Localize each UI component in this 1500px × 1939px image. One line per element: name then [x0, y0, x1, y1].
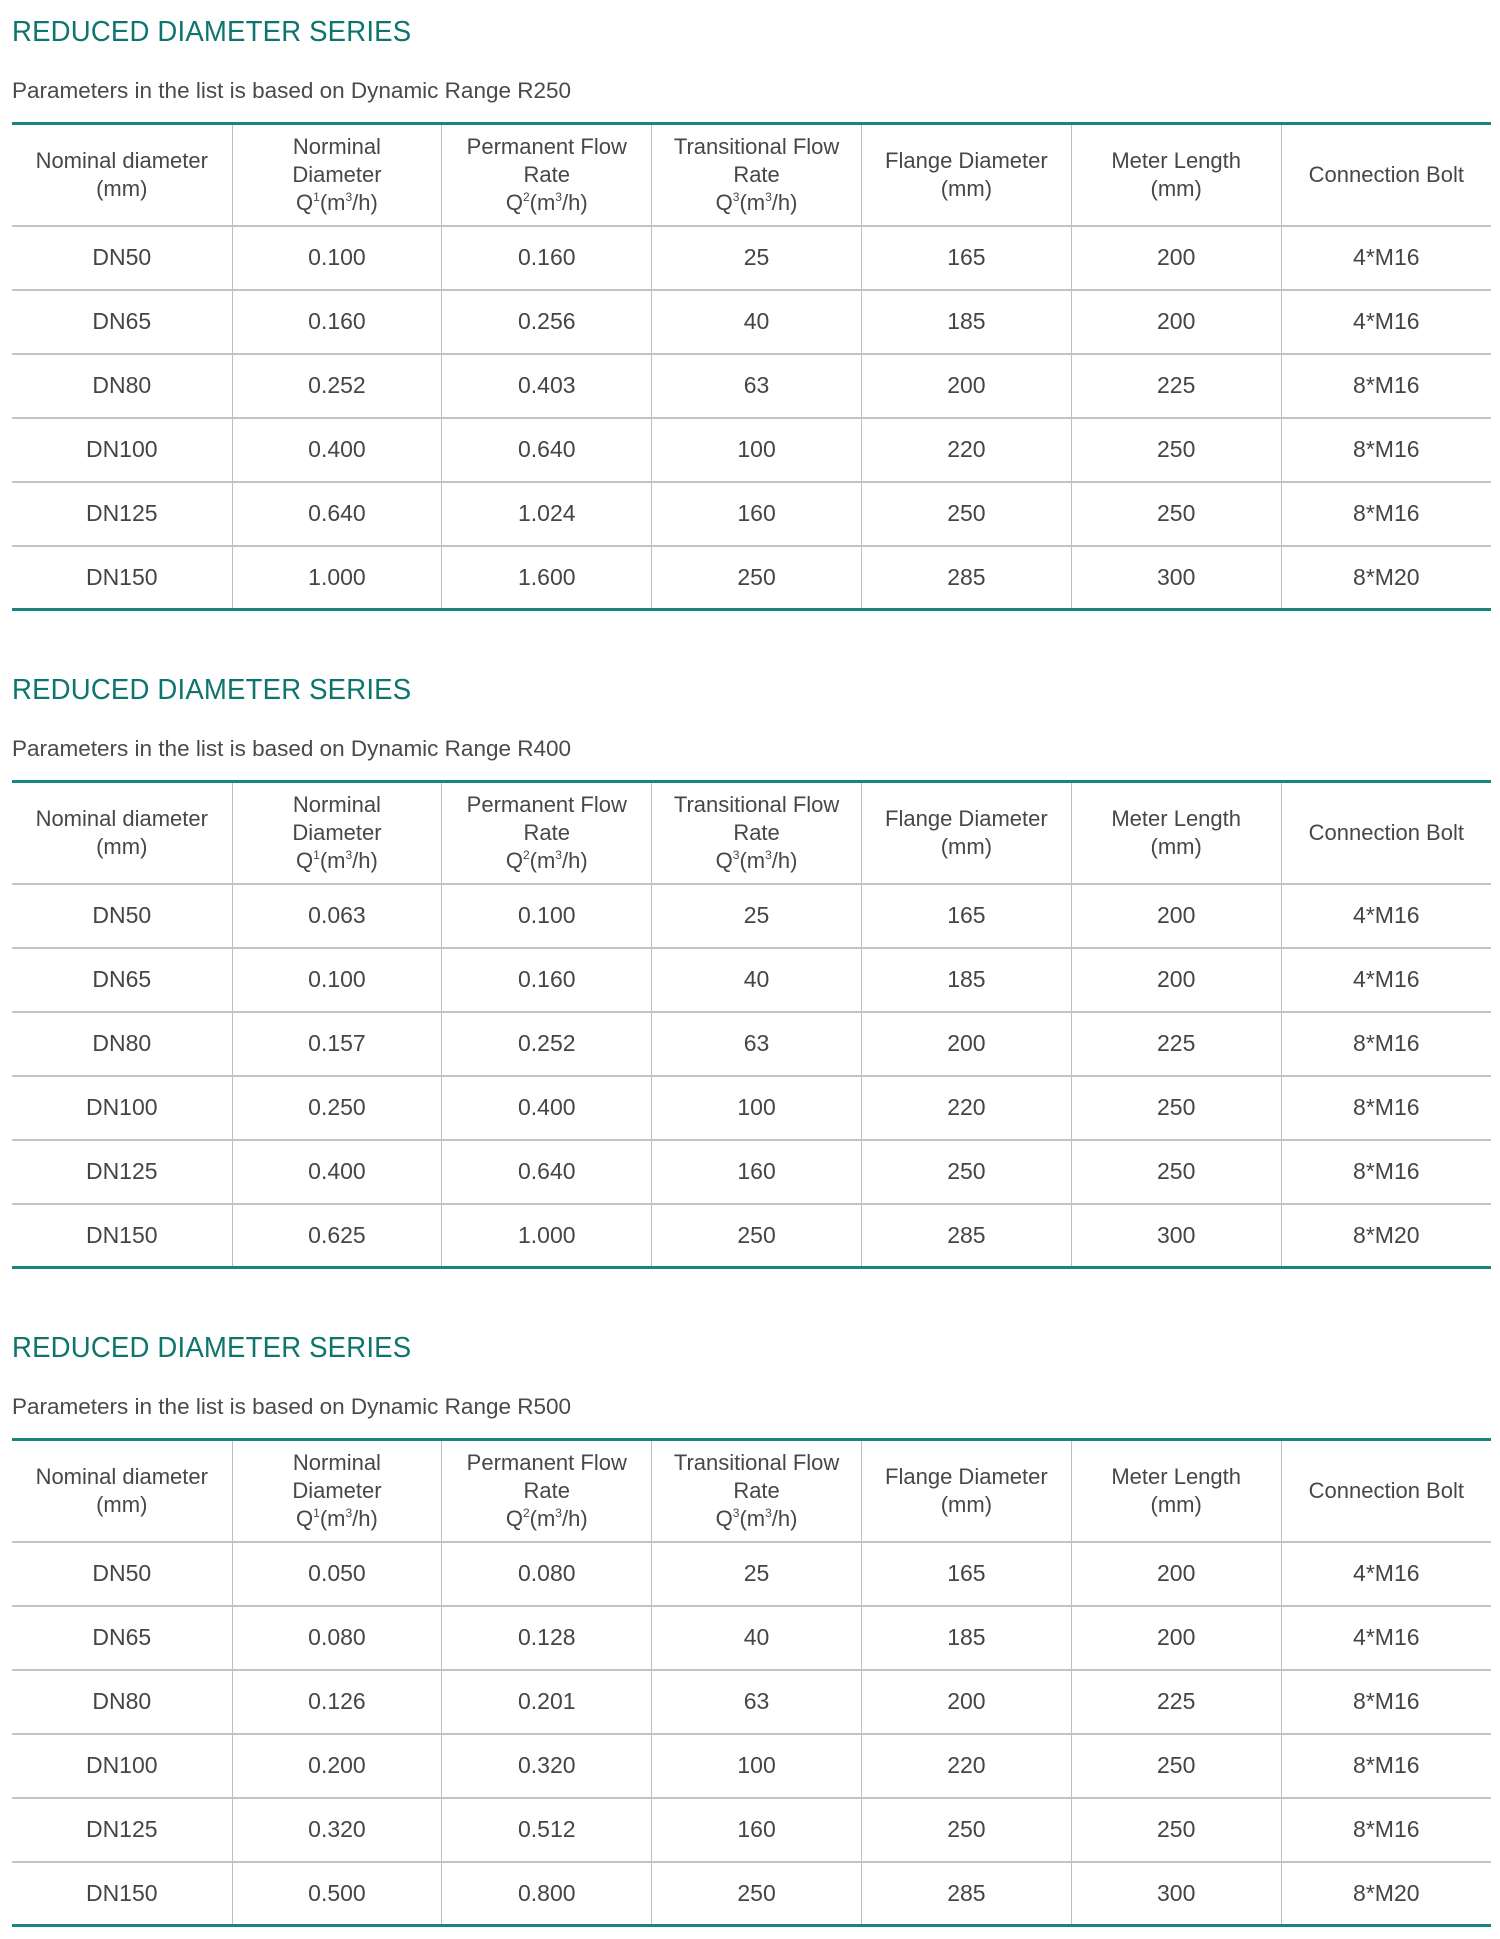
unit-part-q: Q — [296, 189, 314, 215]
col-connection-bolt-cell: 4*M16 — [1281, 948, 1491, 1012]
header-label-line: Rate — [733, 161, 780, 187]
col-flange-diameter-cell: 220 — [861, 418, 1071, 482]
table-row — [12, 546, 1491, 610]
col-meter-length-cell: 200 — [1071, 290, 1281, 354]
header-label-line: Transitional Flow — [673, 791, 840, 817]
col-meter-length-cell: 225 — [1071, 1012, 1281, 1076]
header-label-line: Connection Bolt — [1308, 819, 1464, 845]
header-label-line: Rate — [523, 1477, 570, 1503]
col-meter-length-header — [1071, 782, 1281, 884]
header-label-line: Diameter — [292, 819, 382, 845]
col-transitional-flow-q3-cell: 40 — [652, 1606, 862, 1670]
col-connection-bolt-cell: 8*M20 — [1281, 1862, 1491, 1926]
col-meter-length-cell: 250 — [1071, 418, 1281, 482]
col-nominal-diameter-cell: DN125 — [12, 1798, 232, 1862]
col-nominal-diameter-cell: DN150 — [85, 1879, 158, 1906]
unit-part-q: Q — [715, 847, 733, 873]
header-label-line: Transitional Flow — [673, 1449, 840, 1475]
col-nominal-diameter-cell: DN65 — [12, 290, 232, 354]
col-transitional-flow-q3-cell: 25 — [652, 1542, 862, 1606]
col-transitional-flow-q3-cell: 250 — [652, 546, 862, 610]
unit-part-sup2: 3 — [345, 189, 353, 204]
col-connection-bolt-cell: 8*M20 — [1281, 1204, 1491, 1268]
col-permanent-flow-q2-cell: 0.400 — [442, 1076, 652, 1140]
col-nominal-diameter-cell: DN100 — [12, 418, 232, 482]
col-meter-length-header — [1071, 124, 1281, 226]
unit-part-sup: 3 — [732, 189, 740, 204]
col-connection-bolt-cell: 8*M16 — [1281, 1670, 1491, 1734]
header-label-line: (mm) — [1150, 1491, 1202, 1517]
col-flange-diameter-cell: 185 — [861, 1606, 1071, 1670]
dynamic-range-note: Parameters in the list is based on Dynamic Range R250 — [12, 78, 572, 103]
col-flange-diameter-cell: 200 — [861, 354, 1071, 418]
col-flange-diameter-cell: 165 — [861, 1542, 1071, 1606]
col-connection-bolt-cell: 4*M16 — [1281, 290, 1491, 354]
col-permanent-flow-q2-cell: 0.252 — [442, 1012, 652, 1076]
col-connection-bolt-header — [1281, 1440, 1491, 1542]
col-transitional-flow-q3-cell: 250 — [652, 1862, 862, 1926]
table-row — [12, 290, 1491, 354]
unit-part-sup2: 3 — [555, 1505, 562, 1520]
col-flange-diameter-cell: 185 — [861, 948, 1071, 1012]
table-row — [12, 418, 1491, 482]
col-flange-diameter-cell: 250 — [861, 482, 1071, 546]
col-nominal-diameter-cell: DN50 — [12, 226, 232, 290]
col-norminal-diameter-q1-cell: 0.063 — [232, 884, 442, 948]
col-flange-diameter-cell: 250 — [861, 1140, 1071, 1204]
unit-part-post: /h) — [771, 1505, 798, 1531]
unit-part-sup2: 3 — [345, 847, 353, 862]
dynamic-range-note: Parameters in the list is based on Dynamic Range R400 — [12, 736, 572, 761]
col-flange-diameter-header — [861, 1440, 1071, 1542]
table-row — [12, 1670, 1491, 1734]
col-transitional-flow-q3-cell: 250 — [652, 1204, 862, 1268]
col-norminal-diameter-q1-cell: 0.640 — [232, 482, 442, 546]
unit-part-q: Q — [296, 1505, 314, 1531]
unit-part-sup: 1 — [313, 189, 320, 204]
col-nominal-diameter-cell: DN80 — [12, 1012, 232, 1076]
header-unit — [446, 189, 647, 217]
col-norminal-diameter-q1-cell: 0.080 — [232, 1606, 442, 1670]
col-connection-bolt-cell: 8*M16 — [1281, 1798, 1491, 1862]
table-row — [12, 482, 1491, 546]
header-label-line: Flange Diameter — [885, 147, 1048, 173]
col-permanent-flow-q2-cell: 0.256 — [442, 290, 652, 354]
table-row — [12, 884, 1491, 948]
col-transitional-flow-q3-cell: 100 — [652, 1734, 862, 1798]
col-transitional-flow-q3-cell: 160 — [652, 482, 862, 546]
col-norminal-diameter-q1-cell: 1.000 — [232, 546, 442, 610]
unit-part-pre: (m — [529, 847, 556, 873]
col-norminal-diameter-q1-cell: 0.050 — [232, 1542, 442, 1606]
header-label-line: (mm) — [1150, 833, 1202, 859]
col-transitional-flow-q3-cell: 160 — [652, 1798, 862, 1862]
col-transitional-flow-q3-cell: 63 — [652, 1012, 862, 1076]
table-row — [12, 354, 1491, 418]
col-nominal-diameter-cell: DN50 — [12, 884, 232, 948]
header-unit — [656, 1505, 857, 1533]
col-transitional-flow-q3-cell: 63 — [652, 1670, 862, 1734]
header-label-line: Norminal — [292, 1449, 381, 1475]
col-flange-diameter-cell: 220 — [861, 1076, 1071, 1140]
unit-part-post: /h) — [561, 1505, 588, 1531]
col-meter-length-cell: 250 — [1071, 1076, 1281, 1140]
series-title: REDUCED DIAMETER SERIES — [12, 674, 412, 706]
header-label-line: Meter Length — [1111, 805, 1241, 831]
header-label-line: (mm) — [940, 1491, 993, 1517]
col-nominal-diameter-cell: DN100 — [12, 1076, 232, 1140]
col-norminal-diameter-q1-cell: 0.157 — [232, 1012, 442, 1076]
col-meter-length-cell: 250 — [1071, 1140, 1281, 1204]
unit-part-sup: 1 — [313, 1505, 320, 1520]
table-row — [12, 1204, 1491, 1268]
col-nominal-diameter-cell: DN65 — [12, 1606, 232, 1670]
col-transitional-flow-q3-cell: 160 — [652, 1140, 862, 1204]
col-flange-diameter-cell: 200 — [861, 1012, 1071, 1076]
unit-part-pre: (m — [529, 189, 556, 215]
header-label-line: Permanent Flow — [466, 791, 627, 817]
unit-part-post: /h) — [771, 189, 798, 215]
col-meter-length-cell: 200 — [1071, 948, 1281, 1012]
col-norminal-diameter-q1-header — [232, 1440, 442, 1542]
spec-table-header — [12, 124, 1491, 226]
header-row — [12, 782, 1491, 884]
dynamic-range-note: Parameters in the list is based on Dynamic Range R500 — [12, 1394, 572, 1419]
col-transitional-flow-q3-header — [652, 1440, 862, 1542]
header-label-line: Flange Diameter — [885, 805, 1048, 831]
col-norminal-diameter-q1-cell: 0.400 — [232, 1140, 442, 1204]
unit-part-pre: (m — [319, 1505, 346, 1531]
col-flange-diameter-header — [861, 124, 1071, 226]
col-transitional-flow-q3-header — [652, 782, 862, 884]
header-label-line: Diameter — [292, 1477, 382, 1503]
col-permanent-flow-q2-cell: 0.640 — [442, 418, 652, 482]
col-nominal-diameter-cell: DN100 — [12, 1734, 232, 1798]
col-connection-bolt-cell: 4*M16 — [1281, 1606, 1491, 1670]
col-norminal-diameter-q1-cell: 0.200 — [232, 1734, 442, 1798]
table-row — [12, 1798, 1491, 1862]
unit-part-sup2: 3 — [765, 189, 772, 204]
col-nominal-diameter-cell: DN125 — [12, 1140, 232, 1204]
col-nominal-diameter-cell: DN50 — [12, 1542, 232, 1606]
col-meter-length-cell: 300 — [1071, 1204, 1281, 1268]
header-unit — [237, 847, 438, 875]
col-transitional-flow-q3-cell: 40 — [652, 290, 862, 354]
col-meter-length-cell: 200 — [1071, 1542, 1281, 1606]
unit-part-post: /h) — [352, 1505, 378, 1531]
col-meter-length-cell: 250 — [1071, 1798, 1281, 1862]
col-permanent-flow-q2-cell: 1.600 — [442, 546, 652, 610]
col-connection-bolt-cell: 8*M16 — [1281, 1734, 1491, 1798]
unit-part-q: Q — [505, 1505, 523, 1531]
unit-part-pre: (m — [319, 189, 346, 215]
col-permanent-flow-q2-cell: 0.512 — [442, 1798, 652, 1862]
unit-part-post: /h) — [561, 847, 588, 873]
col-meter-length-cell: 200 — [1071, 884, 1281, 948]
header-label-line: (mm) — [940, 175, 993, 201]
col-nominal-diameter-header — [12, 124, 232, 226]
col-transitional-flow-q3-cell: 100 — [652, 1076, 862, 1140]
header-label-line: Norminal — [292, 133, 381, 159]
table-row — [12, 1140, 1491, 1204]
spec-table-body — [12, 226, 1491, 610]
unit-part-q: Q — [505, 847, 523, 873]
header-label-line: (mm) — [940, 833, 993, 859]
unit-part-pre: (m — [319, 847, 346, 873]
header-label-line: Diameter — [292, 161, 382, 187]
col-norminal-diameter-q1-cell: 0.100 — [232, 226, 442, 290]
col-nominal-diameter-cell: DN125 — [12, 482, 232, 546]
header-label-line: Permanent Flow — [466, 1449, 627, 1475]
unit-part-q: Q — [715, 189, 733, 215]
col-flange-diameter-cell: 285 — [861, 546, 1071, 610]
col-norminal-diameter-q1-cell: 0.100 — [232, 948, 442, 1012]
col-permanent-flow-q2-cell: 0.640 — [442, 1140, 652, 1204]
unit-part-sup2: 3 — [345, 1505, 353, 1520]
unit-part-pre: (m — [529, 1505, 556, 1531]
col-norminal-diameter-q1-header — [232, 124, 442, 226]
header-label-line: Flange Diameter — [885, 1463, 1048, 1489]
header-label-line: (mm) — [1150, 175, 1202, 201]
header-unit — [237, 189, 438, 217]
col-nominal-diameter-cell: DN150 — [85, 563, 158, 590]
unit-part-pre: (m — [739, 1505, 766, 1531]
col-norminal-diameter-q1-cell: 0.500 — [232, 1862, 442, 1926]
col-connection-bolt-cell: 4*M16 — [1281, 1542, 1491, 1606]
unit-part-post: /h) — [352, 847, 378, 873]
series-title: REDUCED DIAMETER SERIES — [12, 1332, 412, 1364]
col-permanent-flow-q2-cell: 0.403 — [442, 354, 652, 418]
unit-part-q: Q — [296, 847, 314, 873]
col-transitional-flow-q3-cell: 25 — [652, 884, 862, 948]
col-norminal-diameter-q1-cell: 0.625 — [232, 1204, 442, 1268]
col-transitional-flow-q3-cell: 25 — [652, 226, 862, 290]
spec-table-body — [12, 1542, 1491, 1926]
col-nominal-diameter-cell: DN65 — [12, 948, 232, 1012]
unit-part-sup: 2 — [522, 1505, 530, 1520]
header-label-line: Rate — [523, 161, 570, 187]
col-meter-length-cell: 250 — [1071, 1734, 1281, 1798]
unit-part-post: /h) — [352, 189, 378, 215]
col-nominal-diameter-cell: DN80 — [12, 1670, 232, 1734]
col-permanent-flow-q2-cell: 0.080 — [442, 1542, 652, 1606]
col-norminal-diameter-q1-cell: 0.160 — [232, 290, 442, 354]
col-norminal-diameter-q1-header — [232, 782, 442, 884]
col-permanent-flow-q2-cell: 1.000 — [442, 1204, 652, 1268]
spec-table-header — [12, 1440, 1491, 1542]
header-unit — [656, 189, 857, 217]
col-connection-bolt-cell: 4*M16 — [1281, 226, 1491, 290]
header-label-line: Transitional Flow — [673, 133, 840, 159]
header-unit — [446, 847, 647, 875]
col-meter-length-header — [1071, 1440, 1281, 1542]
col-norminal-diameter-q1-cell: 0.126 — [232, 1670, 442, 1734]
unit-part-sup: 2 — [522, 189, 530, 204]
spec-table — [12, 122, 1491, 611]
header-label-line: Nominal diameter — [35, 805, 208, 831]
header-label-line: Connection Bolt — [1308, 161, 1464, 187]
table-row — [12, 948, 1491, 1012]
header-label-line: Rate — [733, 1477, 780, 1503]
col-connection-bolt-cell: 8*M16 — [1281, 482, 1491, 546]
col-meter-length-cell: 225 — [1071, 354, 1281, 418]
col-transitional-flow-q3-cell: 100 — [652, 418, 862, 482]
unit-part-post: /h) — [561, 189, 588, 215]
col-permanent-flow-q2-cell: 0.100 — [442, 884, 652, 948]
unit-part-post: /h) — [771, 847, 798, 873]
col-transitional-flow-q3-cell: 40 — [652, 948, 862, 1012]
col-meter-length-cell: 200 — [1071, 226, 1281, 290]
table-row — [12, 1862, 1491, 1926]
header-label-line: Rate — [733, 819, 780, 845]
col-permanent-flow-q2-cell: 0.320 — [442, 1734, 652, 1798]
col-meter-length-cell: 250 — [1071, 482, 1281, 546]
spec-table — [12, 780, 1491, 1269]
col-permanent-flow-q2-cell: 0.800 — [442, 1862, 652, 1926]
col-connection-bolt-cell: 4*M16 — [1281, 884, 1491, 948]
col-flange-diameter-cell: 220 — [861, 1734, 1071, 1798]
col-connection-bolt-cell: 8*M16 — [1281, 1140, 1491, 1204]
header-label-line: (mm) — [96, 175, 148, 201]
col-meter-length-cell: 225 — [1071, 1670, 1281, 1734]
header-row — [12, 1440, 1491, 1542]
col-flange-diameter-header — [861, 782, 1071, 884]
header-label-line: Meter Length — [1111, 147, 1241, 173]
header-label-line: Norminal — [292, 791, 381, 817]
header-label-line: (mm) — [96, 1491, 148, 1517]
col-connection-bolt-cell: 8*M16 — [1281, 418, 1491, 482]
col-nominal-diameter-cell: DN80 — [12, 354, 232, 418]
header-row — [12, 124, 1491, 226]
col-permanent-flow-q2-cell: 0.201 — [442, 1670, 652, 1734]
spec-table-body — [12, 884, 1491, 1268]
col-meter-length-cell: 300 — [1071, 546, 1281, 610]
col-permanent-flow-q2-cell: 0.160 — [442, 226, 652, 290]
table-row — [12, 1542, 1491, 1606]
col-connection-bolt-cell: 8*M20 — [1281, 546, 1491, 610]
col-flange-diameter-cell: 285 — [861, 1204, 1071, 1268]
col-transitional-flow-q3-header — [652, 124, 862, 226]
col-nominal-diameter-header — [12, 1440, 232, 1542]
col-permanent-flow-q2-header — [442, 1440, 652, 1542]
header-label-line: Nominal diameter — [35, 147, 208, 173]
unit-part-sup: 2 — [522, 847, 530, 862]
col-connection-bolt-header — [1281, 782, 1491, 884]
unit-part-q: Q — [505, 189, 523, 215]
col-flange-diameter-cell: 165 — [861, 884, 1071, 948]
header-label-line: Connection Bolt — [1308, 1477, 1464, 1503]
col-flange-diameter-cell: 200 — [861, 1670, 1071, 1734]
unit-part-q: Q — [715, 1505, 733, 1531]
series-title: REDUCED DIAMETER SERIES — [12, 16, 412, 48]
table-row — [12, 226, 1491, 290]
spec-table — [12, 1438, 1491, 1927]
col-flange-diameter-cell: 285 — [861, 1862, 1071, 1926]
spec-table-header — [12, 782, 1491, 884]
col-permanent-flow-q2-header — [442, 782, 652, 884]
col-permanent-flow-q2-header — [442, 124, 652, 226]
col-permanent-flow-q2-cell: 1.024 — [442, 482, 652, 546]
col-norminal-diameter-q1-cell: 0.400 — [232, 418, 442, 482]
header-unit — [656, 847, 857, 875]
unit-part-pre: (m — [739, 847, 766, 873]
col-norminal-diameter-q1-cell: 0.250 — [232, 1076, 442, 1140]
col-connection-bolt-cell: 8*M16 — [1281, 1012, 1491, 1076]
unit-part-pre: (m — [739, 189, 766, 215]
table-row — [12, 1076, 1491, 1140]
header-label-line: Rate — [523, 819, 570, 845]
col-norminal-diameter-q1-cell: 0.252 — [232, 354, 442, 418]
col-permanent-flow-q2-cell: 0.128 — [442, 1606, 652, 1670]
header-label-line: Nominal diameter — [35, 1463, 208, 1489]
header-label-line: Permanent Flow — [466, 133, 627, 159]
unit-part-sup2: 3 — [765, 847, 772, 862]
table-row — [12, 1012, 1491, 1076]
col-flange-diameter-cell: 185 — [861, 290, 1071, 354]
unit-part-sup2: 3 — [555, 847, 562, 862]
col-permanent-flow-q2-cell: 0.160 — [442, 948, 652, 1012]
col-nominal-diameter-header — [12, 782, 232, 884]
unit-part-sup: 3 — [732, 847, 740, 862]
col-flange-diameter-cell: 165 — [861, 226, 1071, 290]
col-connection-bolt-cell: 8*M16 — [1281, 354, 1491, 418]
col-norminal-diameter-q1-cell: 0.320 — [232, 1798, 442, 1862]
unit-part-sup2: 3 — [765, 1505, 772, 1520]
col-flange-diameter-cell: 250 — [861, 1798, 1071, 1862]
table-row — [12, 1734, 1491, 1798]
col-connection-bolt-cell: 8*M16 — [1281, 1076, 1491, 1140]
table-row — [12, 1606, 1491, 1670]
unit-part-sup: 3 — [732, 1505, 740, 1520]
col-connection-bolt-header — [1281, 124, 1491, 226]
col-meter-length-cell: 200 — [1071, 1606, 1281, 1670]
col-transitional-flow-q3-cell: 63 — [652, 354, 862, 418]
unit-part-sup2: 3 — [555, 189, 562, 204]
header-label-line: (mm) — [96, 833, 148, 859]
unit-part-sup: 1 — [313, 847, 320, 862]
header-unit — [446, 1505, 647, 1533]
col-nominal-diameter-cell: DN150 — [85, 1221, 158, 1248]
col-meter-length-cell: 300 — [1071, 1862, 1281, 1926]
header-label-line: Meter Length — [1111, 1463, 1241, 1489]
header-unit — [237, 1505, 438, 1533]
